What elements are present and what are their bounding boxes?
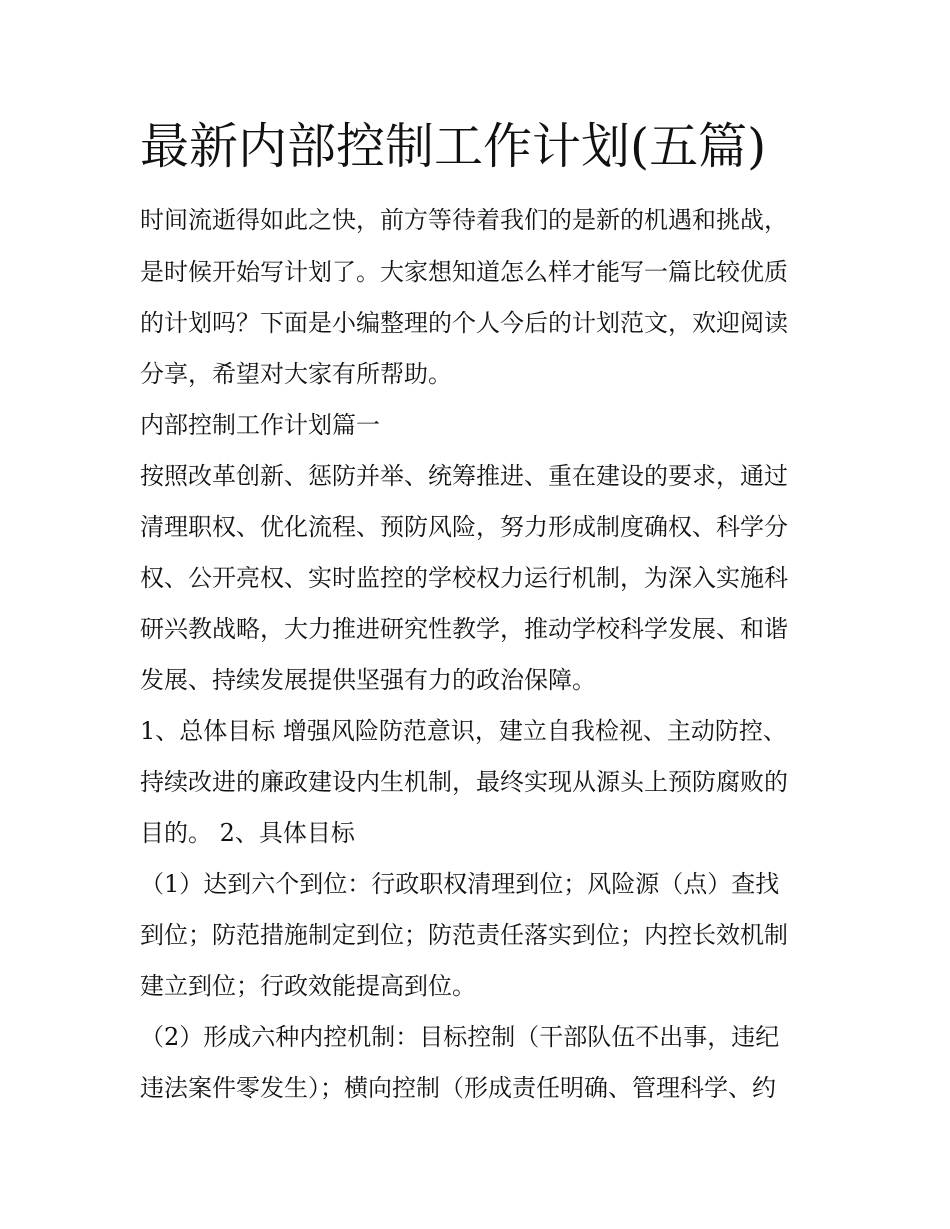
paragraph-line: 按照改革创新、惩防并举、统筹推进、重在建设的要求，通过	[140, 462, 788, 490]
paragraph-line: 发展、持续发展提供坚强有力的政治保障。	[140, 666, 596, 694]
paragraph-line: 是时候开始写计划了。大家想知道怎么样才能写一篇比较优质	[140, 258, 788, 286]
paragraph-line: 的计划吗？下面是小编整理的个人今后的计划范文，欢迎阅读	[140, 309, 788, 337]
paragraph-line: 研兴教战略，大力推进研究性教学，推动学校科学发展、和谐	[140, 615, 788, 643]
document-title: 最新内部控制工作计划(五篇)	[140, 118, 767, 175]
paragraph-line: 持续改进的廉政建设内生机制，最终实现从源头上预防腐败的	[140, 768, 788, 796]
paragraph-line: 分享，希望对大家有所帮助。	[140, 360, 452, 388]
section-heading: 内部控制工作计划篇一	[140, 411, 380, 439]
paragraph-line: 1、总体目标 增强风险防范意识，建立自我检视、主动防控、	[140, 717, 787, 745]
paragraph-line: （1）达到六个到位：行政职权清理到位；风险源（点）查找	[140, 870, 780, 898]
paragraph-line: 目的。 2、具体目标	[140, 819, 355, 847]
paragraph-line: 违法案件零发生）；横向控制（形成责任明确、管理科学、约	[140, 1074, 776, 1102]
paragraph-line: （2）形成六种内控机制：目标控制（干部队伍不出事，违纪	[140, 1023, 780, 1051]
paragraph-line: 权、公开亮权、实时监控的学校权力运行机制，为深入实施科	[140, 564, 788, 592]
paragraph-line: 到位；防范措施制定到位；防范责任落实到位；内控长效机制	[140, 921, 788, 949]
paragraph-line: 时间流逝得如此之快，前方等待着我们的是新的机遇和挑战，	[140, 206, 788, 234]
paragraph-line: 建立到位；行政效能提高到位。	[140, 972, 476, 1000]
paragraph-line: 清理职权、优化流程、预防风险，努力形成制度确权、科学分	[140, 513, 788, 541]
